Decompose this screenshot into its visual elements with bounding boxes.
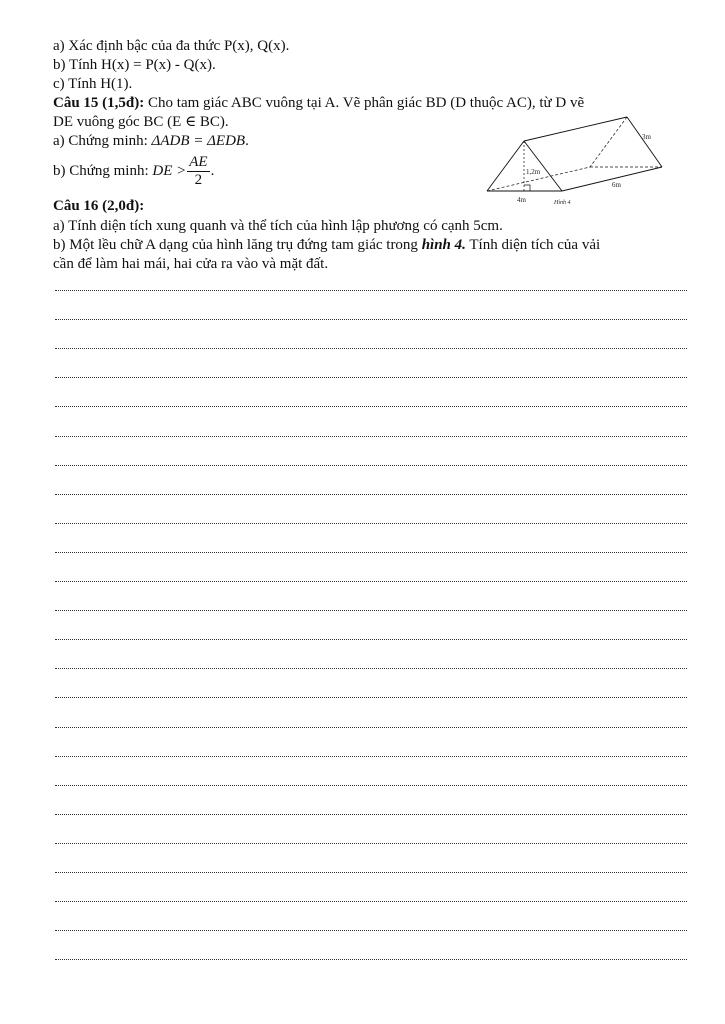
q16-b-pre: b) Một lều chữ A dạng của hình lăng trụ đứng tam giác trong [53, 237, 422, 253]
answer-line [55, 814, 687, 815]
answer-line [55, 843, 687, 844]
q15-b-fraction-denominator: 2 [194, 172, 203, 189]
q15-b-suffix: . [210, 163, 215, 179]
q15-a-formula: ΔADB = ΔEDB [151, 133, 246, 149]
q15-b-fraction-numerator: AE [189, 154, 208, 171]
answer-line [55, 727, 687, 728]
answer-line [55, 377, 687, 378]
q15-title: Câu 15 (1,5đ): [53, 95, 145, 111]
figure-caption: Hình 4 [554, 200, 571, 206]
label-height: 1,2m [526, 168, 541, 176]
q15-a-prefix: a) Chứng minh: [53, 133, 152, 149]
answer-line [55, 610, 687, 611]
answer-line [55, 523, 687, 524]
answer-line [55, 697, 687, 698]
q16-title [53, 197, 144, 215]
q14-part-b: b) Tính H(x) = P(x) - Q(x). [53, 57, 216, 73]
answer-line [55, 348, 687, 349]
answer-line [55, 552, 687, 553]
q14-part-a: a) Xác định bậc của đa thức P(x), Q(x). [53, 38, 290, 54]
q16-b-post: Tính diện tích của vải [465, 237, 601, 253]
label-4m: 4m [517, 196, 526, 204]
answer-line [55, 785, 687, 786]
label-3m: 3m [642, 133, 651, 141]
answer-line [55, 406, 687, 407]
q15-text1: Cho tam giác ABC vuông tại A. Vẽ phân giác BD (D thuộc AC), từ D vẽ [144, 95, 585, 111]
q16-part-b-line2: cần để làm hai mái, hai cửa ra vào và mặt đất. [53, 256, 329, 272]
answer-line [55, 436, 687, 437]
answer-line [55, 494, 687, 495]
answer-line [55, 930, 687, 931]
q15-statement-line1 [53, 94, 584, 112]
q15-b-prefix: b) Chứng minh: [53, 163, 153, 179]
q14-part-c: c) Tính H(1). [53, 76, 133, 92]
q16-title-text: Câu 16 (2,0đ): [53, 198, 145, 214]
answer-line [55, 639, 687, 640]
q15-part-b [53, 152, 214, 192]
tent-prism-figure [484, 114, 664, 206]
q15-b-formula-left: DE > [152, 163, 187, 179]
answer-line [55, 290, 687, 291]
q16-part-b-line1 [53, 236, 600, 254]
answer-line [55, 581, 687, 582]
answer-line [55, 465, 687, 466]
answer-line [55, 872, 687, 873]
q16-part-a: a) Tính diện tích xung quanh và thể tích của hình lập phương có cạnh 5cm. [53, 218, 503, 234]
q15-b-fraction [187, 154, 209, 189]
label-6m: 6m [612, 181, 621, 189]
answer-line [55, 756, 687, 757]
answer-line [55, 319, 687, 320]
q15-part-a [53, 132, 249, 150]
answer-line [55, 668, 687, 669]
q15-statement-line2: DE vuông góc BC (E ∈ BC). [53, 114, 229, 130]
answer-line [55, 959, 687, 960]
answer-line [55, 901, 687, 902]
q16-b-figure-ref: hình 4. [421, 237, 466, 253]
q15-a-suffix: . [245, 133, 249, 149]
